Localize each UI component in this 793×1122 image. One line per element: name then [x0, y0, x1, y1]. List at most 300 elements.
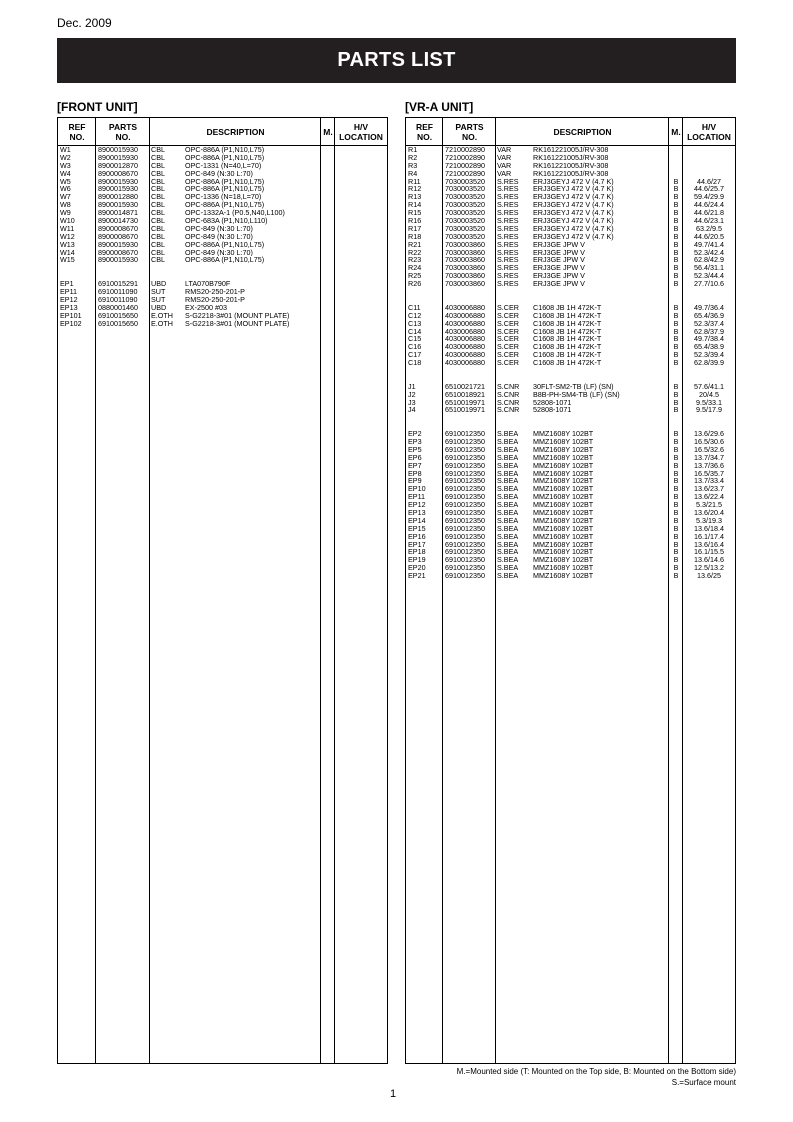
table-row [406, 320, 735, 328]
ref-no-cell: C14 [408, 327, 422, 336]
table-row [406, 485, 735, 493]
description-cell: MMZ1608Y 102BT [533, 477, 594, 486]
parts-no-cell: 6510019971 [445, 398, 485, 407]
description-cell: ERJ3GE JPW V [533, 264, 585, 273]
table-row [58, 249, 387, 257]
mounted-side-cell: B [673, 493, 679, 502]
table-row [406, 414, 735, 438]
parts-no-cell: 6910012350 [445, 540, 485, 549]
front-unit-title: [FRONT UNIT] [57, 100, 138, 114]
parts-no-cell: 7030003520 [445, 193, 485, 202]
parts-no-cell: 7030003860 [445, 248, 485, 257]
category-cell: S.BEA [497, 469, 519, 478]
ref-no-cell: EP11 [60, 288, 78, 296]
parts-no-cell: 6910012350 [445, 509, 485, 517]
description-cell: MMZ1608Y 102BT [533, 461, 594, 470]
parts-no-cell: 6910012350 [445, 493, 485, 502]
description-cell: C1608 JB 1H 472K-T [533, 335, 602, 344]
mounted-side-cell: B [673, 438, 679, 446]
ref-no-cell: C11 [408, 303, 421, 312]
table-row [58, 264, 387, 288]
table-row [406, 201, 735, 209]
description-cell: MMZ1608Y 102BT [533, 430, 594, 439]
hv-location-cell: 59.4/29.9 [694, 193, 724, 202]
mounted-side-cell: B [673, 327, 679, 336]
ref-no-cell: R24 [408, 264, 422, 273]
mounted-side-cell: B [673, 398, 679, 407]
parts-no-cell: 6910011090 [98, 295, 138, 304]
category-cell: CBL [151, 193, 165, 202]
parts-no-cell: 6910012350 [445, 572, 485, 581]
parts-no-cell: 7210002890 [445, 161, 485, 170]
mounted-side-cell: B [673, 311, 679, 320]
table-row [406, 343, 735, 351]
description-cell: MMZ1608Y 102BT [533, 540, 594, 549]
ref-no-cell: EP17 [408, 540, 426, 549]
table-row [406, 193, 735, 201]
table-row [406, 146, 735, 154]
hv-location-cell: 44.6/27 [697, 177, 721, 186]
hv-location-cell: 62.8/37.9 [694, 327, 724, 336]
category-cell: S.CNR [497, 382, 520, 391]
category-cell: S.CNR [497, 398, 520, 407]
ref-no-cell: R14 [408, 201, 422, 210]
ref-no-cell: EP19 [408, 556, 426, 565]
table-row [58, 296, 387, 304]
mounted-side-cell: B [673, 177, 679, 186]
ref-no-cell: W11 [60, 224, 75, 233]
description-cell: OPC-1336 (N=18,L=70) [185, 193, 262, 202]
hv-location-cell: 9.5/17.9 [696, 406, 722, 415]
table-row [406, 335, 735, 343]
ref-no-cell: C12 [408, 311, 422, 320]
parts-no-cell: 6910012350 [445, 477, 485, 486]
table-row [406, 399, 735, 407]
table-row [406, 391, 735, 399]
hv-location-cell: 16.1/17.4 [694, 532, 724, 541]
category-cell: S.CER [497, 359, 519, 367]
hv-location-cell: 13.6/29.6 [694, 430, 724, 439]
mounted-side-cell: B [673, 303, 679, 312]
parts-no-cell: 6910015650 [98, 319, 138, 328]
page-number: 1 [390, 1088, 397, 1100]
description-cell: ERJ3GEYJ 472 V (4.7 K) [533, 185, 614, 194]
ref-no-cell: C16 [408, 343, 422, 352]
table-row [406, 359, 735, 367]
description-cell: RK161221005J/RV-308 [533, 146, 609, 154]
parts-no-cell: 6910015291 [98, 280, 138, 289]
description-cell: 52808-1071 [533, 398, 572, 407]
category-cell: S.BEA [497, 564, 519, 573]
description-cell: OPC-886A (P1,N10,L75) [185, 256, 265, 265]
parts-no-cell: 6910012350 [445, 485, 485, 494]
ref-no-cell: EP5 [408, 445, 422, 454]
category-cell: CBL [151, 232, 165, 241]
category-cell: S.CER [497, 351, 519, 360]
parts-no-cell: 7030003520 [445, 217, 485, 225]
category-cell: S.BEA [497, 540, 519, 549]
category-cell: S.CER [497, 319, 519, 328]
table-row [406, 241, 735, 249]
category-cell: S.CER [497, 343, 519, 352]
ref-no-cell: J4 [408, 406, 416, 415]
mounted-side-cell: B [673, 185, 679, 194]
description-cell: MMZ1608Y 102BT [533, 548, 594, 557]
parts-no-cell: 8900008670 [98, 224, 138, 233]
parts-no-cell: 6510021721 [445, 382, 485, 391]
parts-no-cell: 6910012350 [445, 532, 485, 541]
ref-no-cell: R4 [408, 169, 418, 178]
category-cell: CBL [151, 177, 165, 186]
category-cell: S.RES [497, 177, 519, 186]
category-cell: S.RES [497, 264, 519, 273]
hv-location-cell: 16.5/30.6 [694, 438, 724, 446]
category-cell: S.CNR [497, 406, 520, 415]
parts-no-cell: 4030006880 [445, 311, 485, 320]
category-cell: VAR [497, 153, 512, 162]
mounted-side-cell: B [673, 224, 679, 233]
table-row [406, 533, 735, 541]
ref-no-cell: R3 [408, 161, 418, 170]
description-cell: OPC-886A (P1,N10,L75) [185, 177, 265, 186]
ref-no-cell: J1 [408, 382, 416, 391]
mounted-side-cell: B [673, 469, 679, 478]
ref-no-cell: W6 [60, 185, 71, 194]
mounted-side-cell: B [673, 461, 679, 470]
table-row [406, 517, 735, 525]
parts-no-cell: 6910012350 [445, 461, 485, 470]
table-row [58, 146, 387, 154]
hv-location-cell: 13.6/20.4 [694, 509, 724, 517]
description-cell: MMZ1608Y 102BT [533, 445, 594, 454]
ref-no-cell: EP3 [408, 438, 422, 446]
ref-no-cell: R25 [408, 272, 422, 281]
description-cell: ERJ3GE JPW V [533, 256, 585, 265]
table-row [406, 280, 735, 288]
category-cell: S.BEA [497, 548, 519, 557]
table-row [406, 351, 735, 359]
category-cell: CBL [151, 209, 165, 218]
category-cell: VAR [497, 146, 512, 154]
description-cell: C1608 JB 1H 472K-T [533, 303, 602, 312]
category-cell: VAR [497, 169, 512, 178]
front-unit-rows [58, 146, 387, 328]
ref-no-cell: W15 [60, 256, 75, 265]
category-cell: CBL [151, 217, 165, 225]
description-cell: MMZ1608Y 102BT [533, 532, 594, 541]
table-row [58, 256, 387, 264]
description-cell: LTA070B790F [185, 280, 231, 289]
ref-no-cell: EP16 [408, 532, 426, 541]
hv-location-cell: 44.6/21.8 [694, 209, 724, 218]
description-cell: RK161221005J/RV-308 [533, 169, 609, 178]
hv-location-cell: 65.4/38.9 [694, 343, 724, 352]
description-cell: MMZ1608Y 102BT [533, 556, 594, 565]
description-cell: C1608 JB 1H 472K-T [533, 343, 602, 352]
category-cell: S.BEA [497, 556, 519, 565]
hv-location-cell: 52.3/42.4 [694, 248, 724, 257]
parts-no-cell: 4030006880 [445, 359, 485, 367]
table-row [406, 178, 735, 186]
vra-unit-table [405, 117, 736, 1064]
parts-no-cell: 7030003860 [445, 264, 485, 273]
description-cell: OPC-849 (N:30 L:70) [185, 232, 253, 241]
parts-no-cell: 4030006880 [445, 351, 485, 360]
hv-location-cell: 13.6/23.7 [694, 485, 724, 494]
parts-no-cell: 4030006880 [445, 327, 485, 336]
parts-no-cell: 7030003860 [445, 256, 485, 265]
ref-no-cell: EP11 [408, 493, 426, 502]
description-cell: MMZ1608Y 102BT [533, 564, 594, 573]
ref-no-cell: EP2 [408, 430, 422, 439]
mounted-side-cell: B [673, 335, 679, 344]
hv-location-cell: 12.5/13.2 [694, 564, 724, 573]
description-cell: OPC-886A (P1,N10,L75) [185, 240, 265, 249]
category-cell: S.RES [497, 272, 519, 281]
ref-no-cell: R18 [408, 232, 422, 241]
table-row [406, 525, 735, 533]
ref-no-cell: EP102 [60, 319, 82, 328]
mounted-side-cell: B [673, 240, 679, 249]
parts-no-cell: 6910012350 [445, 524, 485, 533]
ref-no-cell: EP10 [408, 485, 426, 494]
ref-no-cell: EP15 [408, 524, 426, 533]
hv-location-cell: 44.6/23.1 [694, 217, 724, 225]
ref-no-cell: W13 [60, 240, 75, 249]
category-cell: S.BEA [497, 524, 519, 533]
hv-location-cell: 13.7/36.6 [694, 461, 724, 470]
description-cell: OPC-849 (N:30 L:70) [185, 169, 253, 178]
parts-no-cell: 7030003520 [445, 201, 485, 210]
mounted-side-cell: B [673, 217, 679, 225]
ref-no-cell: EP1 [60, 280, 74, 289]
parts-no-cell: 8900015930 [98, 177, 138, 186]
description-cell: MMZ1608Y 102BT [533, 509, 594, 517]
mounted-side-cell: B [673, 524, 679, 533]
table-row [58, 178, 387, 186]
description-cell: C1608 JB 1H 472K-T [533, 311, 602, 320]
parts-no-cell: 8900008670 [98, 232, 138, 241]
description-cell: MMZ1608Y 102BT [533, 438, 594, 446]
table-row [58, 154, 387, 162]
table-row [406, 217, 735, 225]
ref-no-cell: W2 [60, 153, 71, 162]
table-row [406, 154, 735, 162]
table-row [406, 493, 735, 501]
description-cell: ERJ3GEYJ 472 V (4.7 K) [533, 209, 614, 218]
ref-no-cell: W5 [60, 177, 71, 186]
mounted-side-cell: B [673, 453, 679, 462]
ref-no-cell: EP18 [408, 548, 426, 557]
header-ref-no: REF NO. [416, 121, 433, 142]
description-cell: C1608 JB 1H 472K-T [533, 359, 602, 367]
category-cell: S.BEA [497, 572, 519, 581]
mounted-side-cell: B [673, 556, 679, 565]
table-row [406, 249, 735, 257]
header-parts-no: PARTS NO. [455, 121, 484, 142]
parts-no-cell: 6910012350 [445, 556, 485, 565]
description-cell: OPC-849 (N:30 L:70) [185, 224, 253, 233]
table-row [406, 170, 735, 178]
table-row [58, 288, 387, 296]
description-cell: OPC-1331 (N=40,L=70) [185, 161, 262, 170]
hv-location-cell: 13.6/22.4 [694, 493, 724, 502]
ref-no-cell: W10 [60, 217, 75, 225]
parts-no-cell: 8900015930 [98, 201, 138, 210]
ref-no-cell: R22 [408, 248, 422, 257]
ref-no-cell: EP9 [408, 477, 422, 486]
category-cell: CBL [151, 201, 165, 210]
ref-no-cell: EP6 [408, 453, 422, 462]
parts-no-cell: 4030006880 [445, 335, 485, 344]
ref-no-cell: R1 [408, 146, 418, 154]
table-row [58, 241, 387, 249]
description-cell: C1608 JB 1H 472K-T [533, 351, 602, 360]
parts-no-cell: 6510018921 [445, 390, 485, 399]
mounted-side-cell: B [673, 445, 679, 454]
category-cell: S.BEA [497, 445, 519, 454]
table-row [406, 564, 735, 572]
category-cell: S.RES [497, 224, 519, 233]
table-row [58, 320, 387, 328]
table-row [406, 556, 735, 564]
ref-no-cell: EP13 [60, 303, 78, 312]
ref-no-cell: R12 [408, 185, 422, 194]
table-row [406, 256, 735, 264]
parts-no-cell: 6910012350 [445, 564, 485, 573]
hv-location-cell: 44.6/20.5 [694, 232, 724, 241]
category-cell: E.OTH [151, 319, 173, 328]
ref-no-cell: J3 [408, 398, 416, 407]
mounted-side-cell: B [673, 485, 679, 494]
parts-no-cell: 7030003520 [445, 232, 485, 241]
parts-no-cell: 8900008670 [98, 248, 138, 257]
parts-no-cell: 6910011090 [98, 288, 138, 296]
ref-no-cell: R16 [408, 217, 422, 225]
ref-no-cell: R21 [408, 240, 422, 249]
hv-location-cell: 49.7/38.4 [694, 335, 724, 344]
category-cell: CBL [151, 185, 165, 194]
hv-location-cell: 52.3/39.4 [694, 351, 724, 360]
category-cell: S.RES [497, 201, 519, 210]
description-cell: MMZ1608Y 102BT [533, 516, 594, 525]
ref-no-cell: R23 [408, 256, 422, 265]
mounted-side-cell: B [673, 359, 679, 367]
description-cell: ERJ3GEYJ 472 V (4.7 K) [533, 193, 614, 202]
header-ref-no: REF NO. [68, 121, 86, 142]
vra-unit-rows [406, 146, 735, 580]
category-cell: UBD [151, 303, 167, 312]
description-cell: MMZ1608Y 102BT [533, 493, 594, 502]
header-hv-location: H/V LOCATION [339, 121, 383, 142]
table-row [406, 477, 735, 485]
description-cell: ERJ3GEYJ 472 V (4.7 K) [533, 224, 614, 233]
ref-no-cell: R15 [408, 209, 422, 218]
category-cell: S.BEA [497, 516, 519, 525]
parts-no-cell: 6910012350 [445, 453, 485, 462]
mounted-side-cell: B [673, 564, 679, 573]
hv-location-cell: 65.4/36.9 [694, 311, 724, 320]
parts-no-cell: 4030006880 [445, 319, 485, 328]
mounted-side-cell: B [673, 256, 679, 265]
mounted-side-cell: B [673, 382, 679, 391]
parts-no-cell: 7030003860 [445, 272, 485, 281]
description-cell: ERJ3GE JPW V [533, 248, 585, 257]
ref-no-cell: EP101 [60, 311, 82, 320]
parts-no-cell: 8900015930 [98, 146, 138, 154]
parts-no-cell: 7030003520 [445, 185, 485, 194]
mounted-side-cell: B [673, 390, 679, 399]
parts-no-cell: 7030003860 [445, 240, 485, 249]
ref-no-cell: EP13 [408, 509, 426, 517]
category-cell: S.CER [497, 303, 519, 312]
category-cell: UBD [151, 280, 167, 289]
description-cell: OPC-886A (P1,N10,L75) [185, 153, 265, 162]
ref-no-cell: EP20 [408, 564, 426, 573]
category-cell: CBL [151, 224, 165, 233]
hv-location-cell: 16.1/15.5 [694, 548, 724, 557]
hv-location-cell: 62.8/42.9 [694, 256, 724, 265]
parts-no-cell: 6910012350 [445, 438, 485, 446]
table-row [406, 462, 735, 470]
mounted-side-cell: B [673, 406, 679, 415]
ref-no-cell: W9 [60, 209, 71, 218]
hv-location-cell: 9.5/33.1 [696, 398, 722, 407]
mounted-side-cell: B [673, 477, 679, 486]
category-cell: S.RES [497, 232, 519, 241]
description-cell: MMZ1608Y 102BT [533, 469, 594, 478]
table-row [406, 470, 735, 478]
description-cell: MMZ1608Y 102BT [533, 572, 594, 581]
category-cell: VAR [497, 161, 512, 170]
parts-no-cell: 7030003520 [445, 224, 485, 233]
ref-no-cell: R26 [408, 280, 422, 289]
category-cell: CBL [151, 161, 165, 170]
table-row [406, 209, 735, 217]
parts-no-cell: 8900012870 [98, 161, 138, 170]
mounted-side-cell: B [673, 540, 679, 549]
hv-location-cell: 44.6/25.7 [694, 185, 724, 194]
mounted-side-cell: B [673, 280, 679, 289]
hv-location-cell: 13.6/18.4 [694, 524, 724, 533]
table-row [406, 367, 735, 391]
parts-no-cell: 6510019971 [445, 406, 485, 415]
category-cell: CBL [151, 153, 165, 162]
ref-no-cell: W7 [60, 193, 71, 202]
ref-no-cell: R13 [408, 193, 422, 202]
parts-no-cell: 7210002890 [445, 169, 485, 178]
category-cell: E.OTH [151, 311, 173, 320]
parts-no-cell: 8900015930 [98, 240, 138, 249]
mounted-side-cell: B [673, 209, 679, 218]
category-cell: S.CER [497, 335, 519, 344]
mounted-side-cell: B [673, 572, 679, 581]
description-cell: RK161221005J/RV-308 [533, 161, 609, 170]
description-cell: OPC-849 (N:30 L:70) [185, 248, 253, 257]
description-cell: 30FLT-SM2-TB (LF) (SN) [533, 382, 614, 391]
table-row [406, 548, 735, 556]
category-cell: S.RES [497, 185, 519, 194]
header-description: DESCRIPTION [206, 126, 265, 137]
hv-location-cell: 62.8/39.9 [694, 359, 724, 367]
description-cell: OPC-886A (P1,N10,L75) [185, 146, 265, 154]
category-cell: S.BEA [497, 509, 519, 517]
table-row [58, 304, 387, 312]
description-cell: OPC-683A (P1,N10,L110) [185, 217, 268, 225]
table-row [406, 288, 735, 312]
table-row [58, 209, 387, 217]
ref-no-cell: W8 [60, 201, 71, 210]
